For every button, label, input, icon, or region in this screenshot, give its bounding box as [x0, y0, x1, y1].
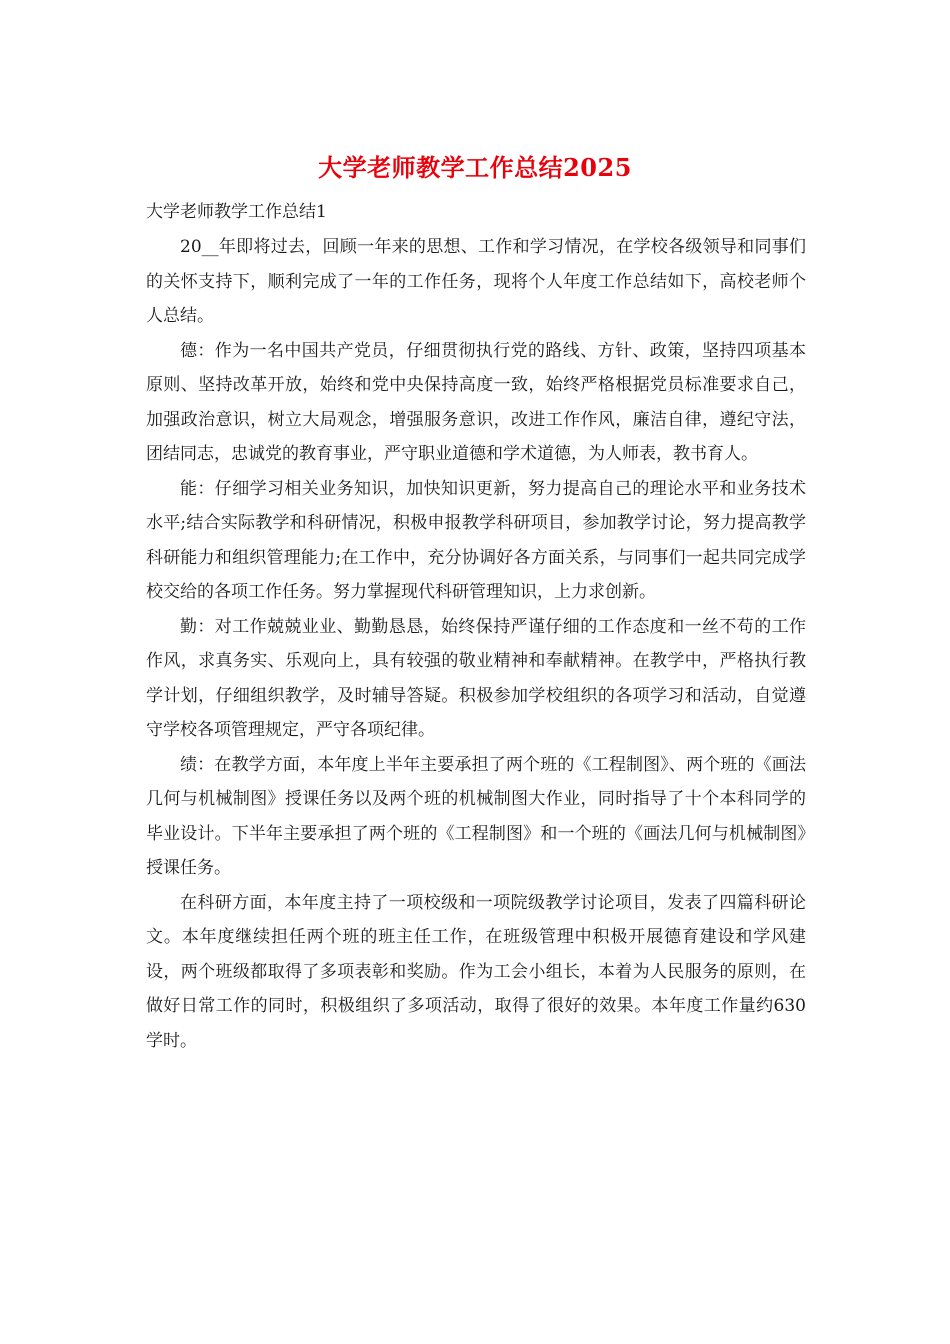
document-title: 大学老师教学工作总结2025 [318, 153, 632, 182]
paragraph-morality: 德：作为一名中国共产党员，仔细贯彻执行党的路线、方针、政策，坚持四项基本原则、坚持改革开放，始终和党中央保持高度一致，始终严格根据党员标准要求自己，加强政治意识，树立大局观念，增强服务意识，改进工作作风，廉洁自律，遵纪守法，团结同志，忠诚党的教育事业，严守职业道德和学术道德，为人师表，教书育人。 [146, 340, 806, 464]
paragraph-achievement-research: 在科研方面，本年度主持了一项校级和一项院级教学讨论项目，发表了四篇科研论文。本年度继续担任两个班的班主任工作，在班级管理中积极开展德育建设和学风建设，两个班级都取得了多项表彰和奖励。作为工会小组长，本着为人民服务的原则，在做好日常工作的同时，积极组织了多项活动，取得了很好的效果。本年度工作量约630学时。 [146, 892, 806, 1051]
paragraph-diligence: 勤：对工作兢兢业业、勤勤恳恳，始终保持严谨仔细的工作态度和一丝不苟的工作作风，求真务实、乐观向上，具有较强的敬业精神和奉献精神。在教学中，严格执行教学计划，仔细组织教学，及时辅导答疑。积极参加学校组织的各项学习和活动，自觉遵守学校各项管理规定，严守各项纪律。 [146, 616, 806, 740]
document-subtitle: 大学老师教学工作总结1 [146, 202, 327, 222]
document-body [146, 230, 806, 1058]
paragraph-achievement-teaching: 绩：在教学方面，本年度上半年主要承担了两个班的《工程制图》、两个班的《画法几何与机械制图》授课任务以及两个班的机械制图大作业，同时指导了十个本科同学的毕业设计。下半年主要承担了两个班的《工程制图》和一个班的《画法几何与机械制图》授课任务。 [146, 754, 806, 878]
paragraph-ability: 能：仔细学习相关业务知识，加快知识更新，努力提高自己的理论水平和业务技术水平;结合实际教学和科研情况，积极申报教学科研项目，参加教学讨论，努力提高教学科研能力和组织管理能力;在工作中，充分协调好各方面关系，与同事们一起共同完成学校交给的各项工作任务。努力掌握现代科研管理知识，上力求创新。 [146, 478, 806, 602]
paragraph-intro: 20__年即将过去，回顾一年来的思想、工作和学习情况，在学校各级领导和同事们的关怀支持下，顺利完成了一年的工作任务，现将个人年度工作总结如下，高校老师个人总结。 [146, 237, 806, 326]
